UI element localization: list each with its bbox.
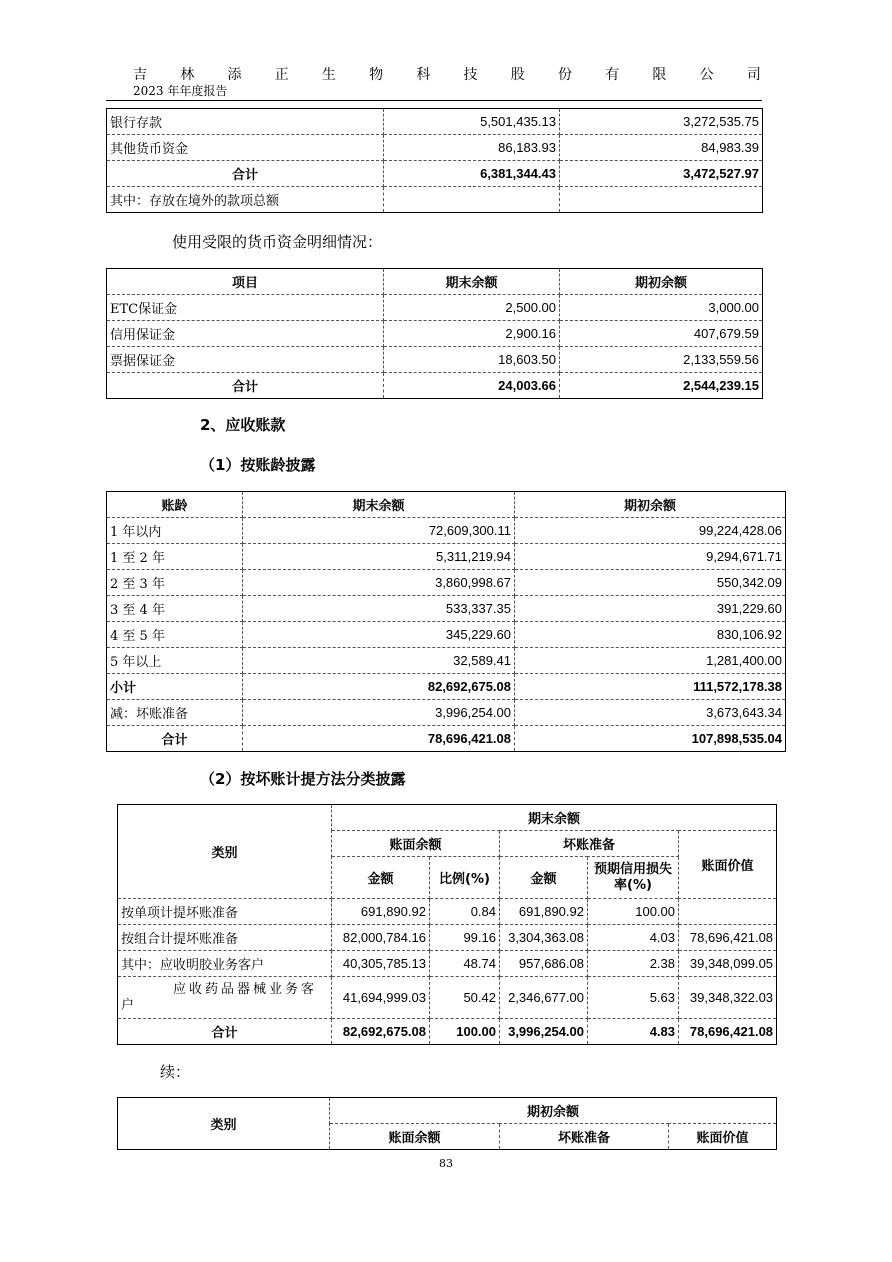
col-header-expected-loss: 预期信用损失率(%) bbox=[588, 857, 679, 899]
begin-balance: 107,898,535.04 bbox=[515, 726, 786, 752]
row-label-text: 应收药品器械业务客户 bbox=[121, 981, 318, 1013]
table-row bbox=[107, 544, 786, 570]
loss-rate: 100.00 bbox=[588, 899, 679, 925]
table-header bbox=[118, 805, 777, 831]
row-label: ETC保证金 bbox=[107, 295, 384, 321]
book-value: 39,348,322.03 bbox=[679, 977, 777, 1019]
classify-table bbox=[117, 804, 777, 1045]
company-name-char: 物 bbox=[369, 67, 384, 83]
table-row bbox=[107, 622, 786, 648]
loss-rate: 4.03 bbox=[588, 925, 679, 951]
continued-label: 续： bbox=[160, 1063, 191, 1081]
report-year: 2023 年年度报告 bbox=[133, 84, 228, 98]
ratio: 0.84 bbox=[430, 899, 500, 925]
row-label: 合计 bbox=[118, 1019, 332, 1045]
begin-balance: 111,572,178.38 bbox=[515, 674, 786, 700]
total-row bbox=[107, 726, 786, 752]
ratio: 99.16 bbox=[430, 925, 500, 951]
table-row bbox=[107, 648, 786, 674]
header-rule bbox=[106, 100, 762, 101]
row-label: 减：坏账准备 bbox=[107, 700, 243, 726]
restricted-cash-table bbox=[106, 268, 763, 399]
begin-balance: 2,544,239.15 bbox=[560, 373, 763, 399]
row-label: 4 至 5 年 bbox=[107, 622, 243, 648]
company-name-char: 正 bbox=[274, 67, 289, 83]
begin-balance: 2,133,559.56 bbox=[560, 347, 763, 373]
amount: 691,890.92 bbox=[332, 899, 430, 925]
end-balance: 5,501,435.13 bbox=[384, 109, 560, 135]
col-header-bad-debt: 坏账准备 bbox=[500, 831, 679, 857]
subtotal-row bbox=[107, 674, 786, 700]
row-label: 其中：存放在境外的款项总额 bbox=[107, 187, 384, 213]
ratio: 100.00 bbox=[430, 1019, 500, 1045]
row-label: 1 年以内 bbox=[107, 518, 243, 544]
row-label: 票据保证金 bbox=[107, 347, 384, 373]
table-row bbox=[118, 925, 777, 951]
company-name-char: 司 bbox=[746, 67, 761, 83]
table-row bbox=[118, 899, 777, 925]
row-label: 1 至 2 年 bbox=[107, 544, 243, 570]
begin-balance bbox=[560, 187, 763, 213]
book-value bbox=[679, 899, 777, 925]
page-number: 83 bbox=[439, 1157, 453, 1170]
company-name bbox=[133, 64, 761, 82]
col-header-item: 项目 bbox=[107, 269, 384, 295]
company-name-char: 有 bbox=[605, 67, 620, 83]
begin-balance: 830,106.92 bbox=[515, 622, 786, 648]
begin-balance: 3,673,643.34 bbox=[515, 700, 786, 726]
row-label: 信用保证金 bbox=[107, 321, 384, 347]
subsection-title: （1）按账龄披露 bbox=[200, 456, 316, 474]
restricted-intro: 使用受限的货币资金明细情况： bbox=[172, 233, 383, 251]
begin-balance: 3,000.00 bbox=[560, 295, 763, 321]
begin-balance: 1,281,400.00 bbox=[515, 648, 786, 674]
cash-table bbox=[106, 108, 763, 213]
table-header bbox=[107, 269, 763, 295]
company-name-char: 林 bbox=[180, 67, 195, 83]
col-header-category: 类别 bbox=[118, 805, 332, 899]
company-name-char: 科 bbox=[416, 67, 431, 83]
end-balance: 72,609,300.11 bbox=[243, 518, 515, 544]
table-row bbox=[107, 518, 786, 544]
continued-table bbox=[117, 1097, 777, 1150]
company-name-char: 生 bbox=[321, 67, 336, 83]
col-header-book-balance: 账面余额 bbox=[330, 1124, 500, 1150]
loss-rate: 2.38 bbox=[588, 951, 679, 977]
table-header bbox=[107, 492, 786, 518]
total-row bbox=[118, 1019, 777, 1045]
end-balance: 3,860,998.67 bbox=[243, 570, 515, 596]
col-header-category: 类别 bbox=[118, 1098, 330, 1150]
bad-debt-amount: 3,304,363.08 bbox=[500, 925, 588, 951]
ratio: 48.74 bbox=[430, 951, 500, 977]
row-label bbox=[118, 977, 332, 1019]
table-row bbox=[107, 596, 786, 622]
col-header-begin: 期初余额 bbox=[515, 492, 786, 518]
col-header-amount: 金额 bbox=[332, 857, 430, 899]
table-row bbox=[107, 347, 763, 373]
begin-balance: 9,294,671.71 bbox=[515, 544, 786, 570]
col-header-aging: 账龄 bbox=[107, 492, 243, 518]
company-name-char: 限 bbox=[652, 67, 667, 83]
book-value: 39,348,099.05 bbox=[679, 951, 777, 977]
row-label: 3 至 4 年 bbox=[107, 596, 243, 622]
end-balance: 533,337.35 bbox=[243, 596, 515, 622]
row-label: 5 年以上 bbox=[107, 648, 243, 674]
table-row bbox=[107, 321, 763, 347]
col-header-ratio: 比例(%) bbox=[430, 857, 500, 899]
col-header-end: 期末余额 bbox=[384, 269, 560, 295]
begin-balance: 550,342.09 bbox=[515, 570, 786, 596]
bad-debt-amount: 3,996,254.00 bbox=[500, 1019, 588, 1045]
table-row bbox=[107, 109, 763, 135]
row-label: 按组合计提坏账准备 bbox=[118, 925, 332, 951]
bad-debt-amount: 957,686.08 bbox=[500, 951, 588, 977]
book-value: 78,696,421.08 bbox=[679, 1019, 777, 1045]
company-name-char: 技 bbox=[463, 67, 478, 83]
company-name-char: 吉 bbox=[133, 67, 147, 83]
table-row bbox=[107, 700, 786, 726]
row-label: 合计 bbox=[107, 726, 243, 752]
col-header-book-balance: 账面余额 bbox=[332, 831, 500, 857]
table-row bbox=[107, 187, 763, 213]
company-name-char: 股 bbox=[510, 67, 525, 83]
loss-rate: 5.63 bbox=[588, 977, 679, 1019]
row-label: 按单项计提坏账准备 bbox=[118, 899, 332, 925]
end-balance: 2,500.00 bbox=[384, 295, 560, 321]
loss-rate: 4.83 bbox=[588, 1019, 679, 1045]
row-label: 其他货币资金 bbox=[107, 135, 384, 161]
col-header-book-value: 账面价值 bbox=[679, 831, 777, 899]
table-row bbox=[107, 570, 786, 596]
subsection-title: （2）按坏账计提方法分类披露 bbox=[200, 770, 406, 788]
begin-balance: 3,472,527.97 bbox=[560, 161, 763, 187]
end-balance: 32,589.41 bbox=[243, 648, 515, 674]
row-label: 其中：应收明胶业务客户 bbox=[118, 951, 332, 977]
end-balance: 5,311,219.94 bbox=[243, 544, 515, 570]
end-balance: 82,692,675.08 bbox=[243, 674, 515, 700]
col-header-bad-debt: 坏账准备 bbox=[500, 1124, 669, 1150]
end-balance: 24,003.66 bbox=[384, 373, 560, 399]
end-balance: 3,996,254.00 bbox=[243, 700, 515, 726]
end-balance: 6,381,344.43 bbox=[384, 161, 560, 187]
book-value: 78,696,421.08 bbox=[679, 925, 777, 951]
total-row bbox=[107, 373, 763, 399]
bad-debt-amount: 2,346,677.00 bbox=[500, 977, 588, 1019]
end-balance: 345,229.60 bbox=[243, 622, 515, 648]
amount: 40,305,785.13 bbox=[332, 951, 430, 977]
amount: 41,694,999.03 bbox=[332, 977, 430, 1019]
table-header bbox=[118, 1098, 777, 1124]
amount: 82,000,784.16 bbox=[332, 925, 430, 951]
end-balance: 86,183.93 bbox=[384, 135, 560, 161]
begin-balance: 391,229.60 bbox=[515, 596, 786, 622]
ratio: 50.42 bbox=[430, 977, 500, 1019]
row-label: 小计 bbox=[107, 674, 243, 700]
row-label: 2 至 3 年 bbox=[107, 570, 243, 596]
end-balance bbox=[384, 187, 560, 213]
begin-balance: 84,983.39 bbox=[560, 135, 763, 161]
begin-balance: 3,272,535.75 bbox=[560, 109, 763, 135]
end-balance: 2,900.16 bbox=[384, 321, 560, 347]
table-row bbox=[118, 977, 777, 1019]
amount: 82,692,675.08 bbox=[332, 1019, 430, 1045]
section-title: 2、应收账款 bbox=[200, 416, 286, 434]
table-row bbox=[107, 135, 763, 161]
col-header-period-begin: 期初余额 bbox=[330, 1098, 777, 1124]
table-row bbox=[118, 951, 777, 977]
company-name-char: 份 bbox=[557, 67, 572, 83]
col-header-period-end: 期末余额 bbox=[332, 805, 777, 831]
row-label: 合计 bbox=[107, 373, 384, 399]
aging-table bbox=[106, 491, 786, 752]
row-label: 合计 bbox=[107, 161, 384, 187]
total-row bbox=[107, 161, 763, 187]
col-header-bd-amount: 金额 bbox=[500, 857, 588, 899]
col-header-begin: 期初余额 bbox=[560, 269, 763, 295]
begin-balance: 99,224,428.06 bbox=[515, 518, 786, 544]
table-row bbox=[107, 295, 763, 321]
company-name-char: 公 bbox=[699, 67, 714, 83]
company-name-char: 添 bbox=[227, 67, 242, 83]
row-label: 银行存款 bbox=[107, 109, 384, 135]
end-balance: 18,603.50 bbox=[384, 347, 560, 373]
bad-debt-amount: 691,890.92 bbox=[500, 899, 588, 925]
begin-balance: 407,679.59 bbox=[560, 321, 763, 347]
col-header-end: 期末余额 bbox=[243, 492, 515, 518]
end-balance: 78,696,421.08 bbox=[243, 726, 515, 752]
col-header-book-value: 账面价值 bbox=[669, 1124, 777, 1150]
